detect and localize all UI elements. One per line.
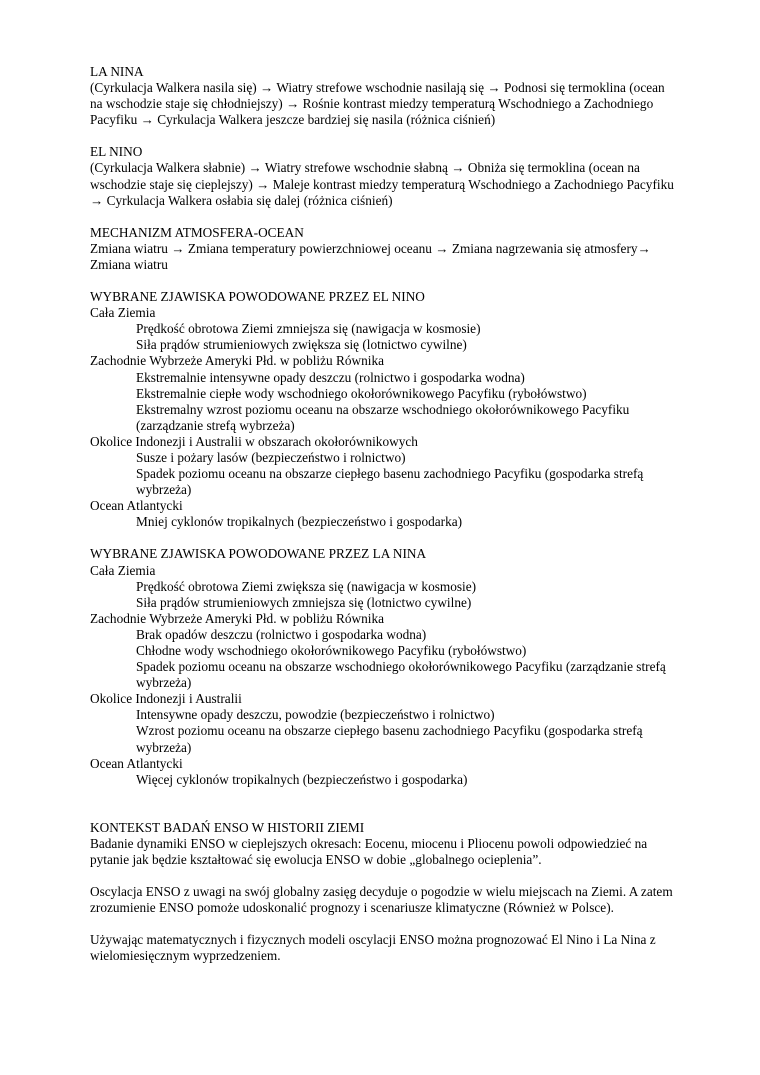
section-mechanizm — [90, 225, 680, 273]
section-text: (Cyrkulacja Walkera nasila się) → Wiatry strefowe wschodnie nasilają się → Podnosi się termoklina (ocean na wschodzie staje się chłodniejszy) → Rośnie kontrast miedzy temperaturą Wschodniego a Zachodniego Pacyfiku → Cyrkulacja Walkera jeszcze bardziej się nasila (różnica ciśnień) — [90, 80, 665, 128]
section-kontekst — [90, 820, 680, 965]
effect-item: Chłodne wody wschodniego okołorównikowego Pacyfiku (rybołówstwo) — [136, 643, 527, 658]
effect-item: Ekstremalny wzrost poziomu oceanu na obszarze wschodniego okołorównikowego Pacyfiku (zarządzanie strefą wybrzeża) — [136, 401, 630, 433]
region-name: Cała Ziemia — [90, 562, 156, 578]
effect-item: Siła prądów strumieniowych zmniejsza się (lotnictwo cywilne) — [136, 594, 472, 610]
effect-item: Susze i pożary lasów (bezpieczeństwo i rolnictwo) — [136, 449, 406, 465]
effect-item: Prędkość obrotowa Ziemi zwiększa się (nawigacja w kosmosie) — [136, 578, 477, 594]
section-title: EL NINO — [90, 144, 143, 160]
document-content — [90, 64, 680, 981]
section-title: KONTEKST BADAŃ ENSO W HISTORII ZIEMI — [90, 819, 365, 835]
paragraph: Używając matematycznych i fizycznych modeli oscylacji ENSO można prognozować El Nino i La Nina z wielomiesięcznym wyprzedzeniem. — [90, 932, 656, 964]
effect-item: Intensywne opady deszczu, powodzie (bezpieczeństwo i rolnictwo) — [136, 707, 495, 723]
region-name: Okolice Indonezji i Australii — [90, 691, 242, 707]
effect-item: Siła prądów strumieniowych zwiększa się (lotnictwo cywilne) — [136, 337, 467, 353]
section-title: MECHANIZM ATMOSFERA-OCEAN — [90, 224, 304, 240]
section-el-nino — [90, 144, 680, 208]
section-title: WYBRANE ZJAWISKA POWODOWANE PRZEZ EL NINO — [90, 289, 425, 305]
paragraph: Badanie dynamiki ENSO w cieplejszych okresach: Eocenu, miocenu i Pliocenu powoli odpowiedzieć na pytanie jak będzie kształtować się ewolucja ENSO w dobie „globalnego ocieplenia”. — [90, 835, 648, 868]
section-title: LA NINA — [90, 64, 144, 79]
region-name: Ocean Atlantycki — [90, 755, 183, 771]
effect-item: Spadek poziomu oceanu na obszarze ciepłego basenu zachodniego Pacyfiku (gospodarka strefą wybrzeża) — [136, 466, 644, 498]
section-el-nino-effects — [90, 289, 680, 530]
region-name: Zachodnie Wybrzeże Ameryki Płd. w pobliżu Równika — [90, 353, 384, 369]
effect-item: Prędkość obrotowa Ziemi zmniejsza się (nawigacja w kosmosie) — [136, 321, 481, 337]
effect-item: Brak opadów deszczu (rolnictwo i gospodarka wodna) — [136, 626, 427, 642]
paragraph: Oscylacja ENSO z uwagi na swój globalny zasięg decyduje o pogodzie w wielu miejscach na Ziemi. A zatem zrozumienie ENSO pomoże udoskonalić prognozy i scenariusze klimatyczne (Również w Polsce). — [90, 884, 673, 916]
effect-item: Spadek poziomu oceanu na obszarze wschodniego okołorównikowego Pacyfiku (zarządzanie strefą wybrzeża) — [136, 659, 666, 691]
effect-item: Mniej cyklonów tropikalnych (bezpieczeństwo i gospodarka) — [136, 514, 463, 530]
section-text: (Cyrkulacja Walkera słabnie) → Wiatry strefowe wschodnie słabną → Obniża się termoklina (ocean na wschodzie staje się cieplejszy) → Maleje kontrast miedzy temperaturą Wschodniego a Zachodniego Pacyfiku → Cyrkulacja Walkera osłabia się dalej (różnica ciśnień) — [90, 160, 674, 208]
region-name: Okolice Indonezji i Australii w obszarach okołorównikowych — [90, 433, 418, 449]
section-title: WYBRANE ZJAWISKA POWODOWANE PRZEZ LA NINA — [90, 546, 427, 562]
section-text: Zmiana wiatru → Zmiana temperatury powierzchniowej oceanu → Zmiana nagrzewania się atmosfery→ Zmiana wiatru — [90, 240, 651, 272]
effect-item: Ekstremalnie intensywne opady deszczu (rolnictwo i gospodarka wodna) — [136, 369, 525, 385]
region-name: Zachodnie Wybrzeże Ameryki Płd. w pobliżu Równika — [90, 610, 384, 626]
region-name: Cała Ziemia — [90, 305, 156, 321]
effect-item: Wzrost poziomu oceanu na obszarze ciepłego basenu zachodniego Pacyfiku (gospodarka strefą wybrzeża) — [136, 723, 643, 755]
region-name: Ocean Atlantycki — [90, 498, 183, 514]
effect-item: Ekstremalnie ciepłe wody wschodniego okołorównikowego Pacyfiku (rybołówstwo) — [136, 385, 587, 401]
section-la-nina — [90, 64, 680, 128]
section-la-nina-effects — [90, 546, 680, 787]
effect-item: Więcej cyklonów tropikalnych (bezpieczeństwo i gospodarka) — [136, 771, 468, 787]
